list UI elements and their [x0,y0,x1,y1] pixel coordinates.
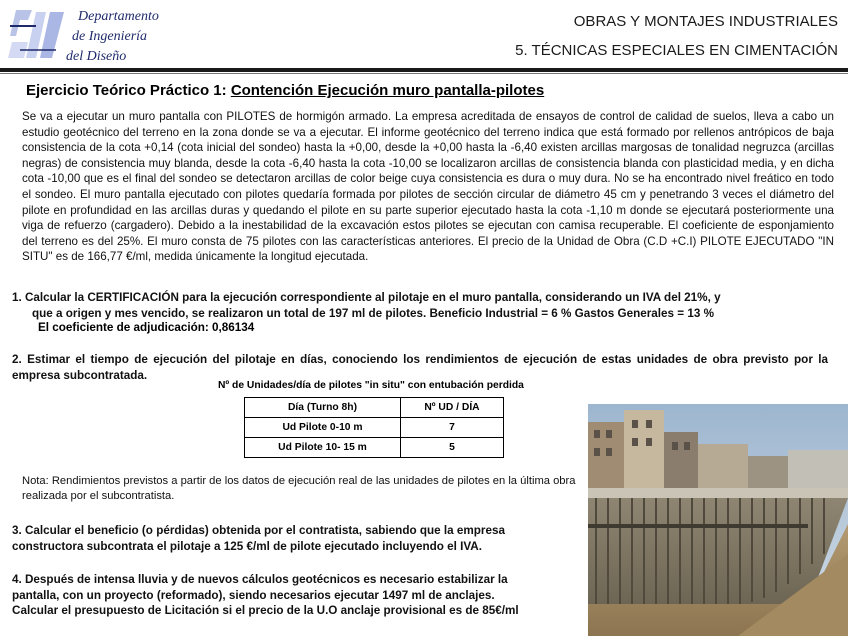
question-3 [12,523,582,554]
header-course-title: OBRAS Y MONTAJES INDUSTRIALES [573,13,838,30]
header-unit-title: 5. TÉCNICAS ESPECIALES EN CIMENTACIÓN [515,42,838,59]
question-1-line-2: que a origen y mes vencido, se realizaron un total de 197 ml de pilotes. Beneficio Industrial = 6 % Gastos Generales = 13 % [32,306,715,320]
exercise-title-prefix: Ejercicio Teórico Práctico 1: [26,82,231,99]
question-1 [12,290,822,321]
table-cell: 7 [401,418,504,438]
exercise-title [26,82,544,99]
header-rule [0,68,848,72]
problem-statement: Se va a ejecutar un muro pantalla con PILOTES de hormigón armado. La empresa acreditada de ensayos de control de calidad de suelos, lleva a cabo un estudio geotécnico del terreno en la zona donde se va a ejecutar. El informe geotécnico del terreno indica que está formado por rellenos antrópicos de baja consistencia de la cota +0,14 (cota inicial del sondeo) hasta la +0,00, desde la +0,00 hasta la -6,40 existen arcillas margosas de tonalidad negruzca (arcillas negras) de consistencia muy blanda, desde la cota -6,40 hasta la cota -10,00 se localizaron arcillas de consistencia blanda con plasticidad media, y en dicha cota -10,00 que es el final del sondeo se detectaron arcillas de color beige cuya consistencia es dura o muy dura. No se ha encontrado nivel freático en todo el sondeo. El muro pantalla ejecutado con pilotes quedaría formada por pilotes de sección circular de diámetro 45 cm y penetrando 3 veces el diámetro del pilote en profundidad en las arcillas duras y quedando el pilote en su parte superior ejecutado hasta la cota -1,10 m donde se ejecutará posteriormente una viga de refuerzo (cargadero). Debido a la inestabilidad de la excavación estos pilotes se ejecutan con camisa recuperable. El coeficiente de esponjamiento del terreno es del 25%. El muro consta de 75 pilotes con las características anteriores. El precio de la Unidad de Obra (C.D +C.I) PILOTE EJECUTADO "IN SITU" es de 166,77 €/ml, medida únicamente la longitud ejecutada. [22,110,834,264]
logo-text-line-1: Departamento [78,9,159,24]
table-cell: 5 [401,438,504,458]
question-4-line-1: 4. Después de intensa lluvia y de nuevos cálculos geotécnicos es necesario estabilizar la [12,573,508,586]
question-4-line-2: pantalla, con un proyecto (reformado), siendo necesarios ejecutar 1497 ml de anclajes. [12,588,495,602]
adjudication-coefficient: El coeficiente de adjudicación: 0,86134 [38,321,255,334]
table-cell: Ud Pilote 10- 15 m [245,438,401,458]
logo-text-line-3: del Diseño [66,49,127,64]
table-header-row [245,398,504,418]
question-3-line-1: 3. Calcular el beneficio (o pérdidas) obtenida por el contratista, sabiendo que la empresa [12,524,505,537]
exercise-title-topic: Contención Ejecución muro pantalla-pilotes [230,82,545,99]
logo-text-line-2: de Ingeniería [72,29,148,44]
header-rule-thin [0,73,848,74]
table-cell: Ud Pilote 0-10 m [245,418,401,438]
table-row [245,418,504,438]
performance-table [244,397,504,458]
question-4 [12,572,592,619]
department-logo-mark [6,6,68,62]
performance-note: Nota: Rendimientos previstos a partir de los datos de ejecución real de las unidades de pilotes en la última obra realizada por el subcontratista. [22,475,576,502]
question-4-line-3: Calcular el presupuesto de Licitación si el precio de la U.O anclaje provisional es de 85€/ml [12,604,519,617]
table-header-cell: Nº UD / DÍA [401,398,504,418]
question-2: 2. Estimar el tiempo de ejecución del pilotaje en días, conociendo los rendimientos de ejecución de estas unidades de obra previsto por la empresa subcontratada. [12,353,828,382]
table-row [245,438,504,458]
table-header-cell: Día (Turno 8h) [245,398,401,418]
question-1-line-1: 1. Calcular la CERTIFICACIÓN para la ejecución correspondiente al pilotaje en el muro pantalla, considerando un IVA del 21%, y [12,291,721,304]
performance-table-title: Nº de Unidades/día de pilotes "in situ" con entubación perdida [218,380,524,391]
question-3-line-2: constructora subcontrata el pilotaje a 125 €/ml de pilote ejecutado incluyendo el IVA. [12,539,482,553]
pile-wall-construction-photo [588,404,848,636]
